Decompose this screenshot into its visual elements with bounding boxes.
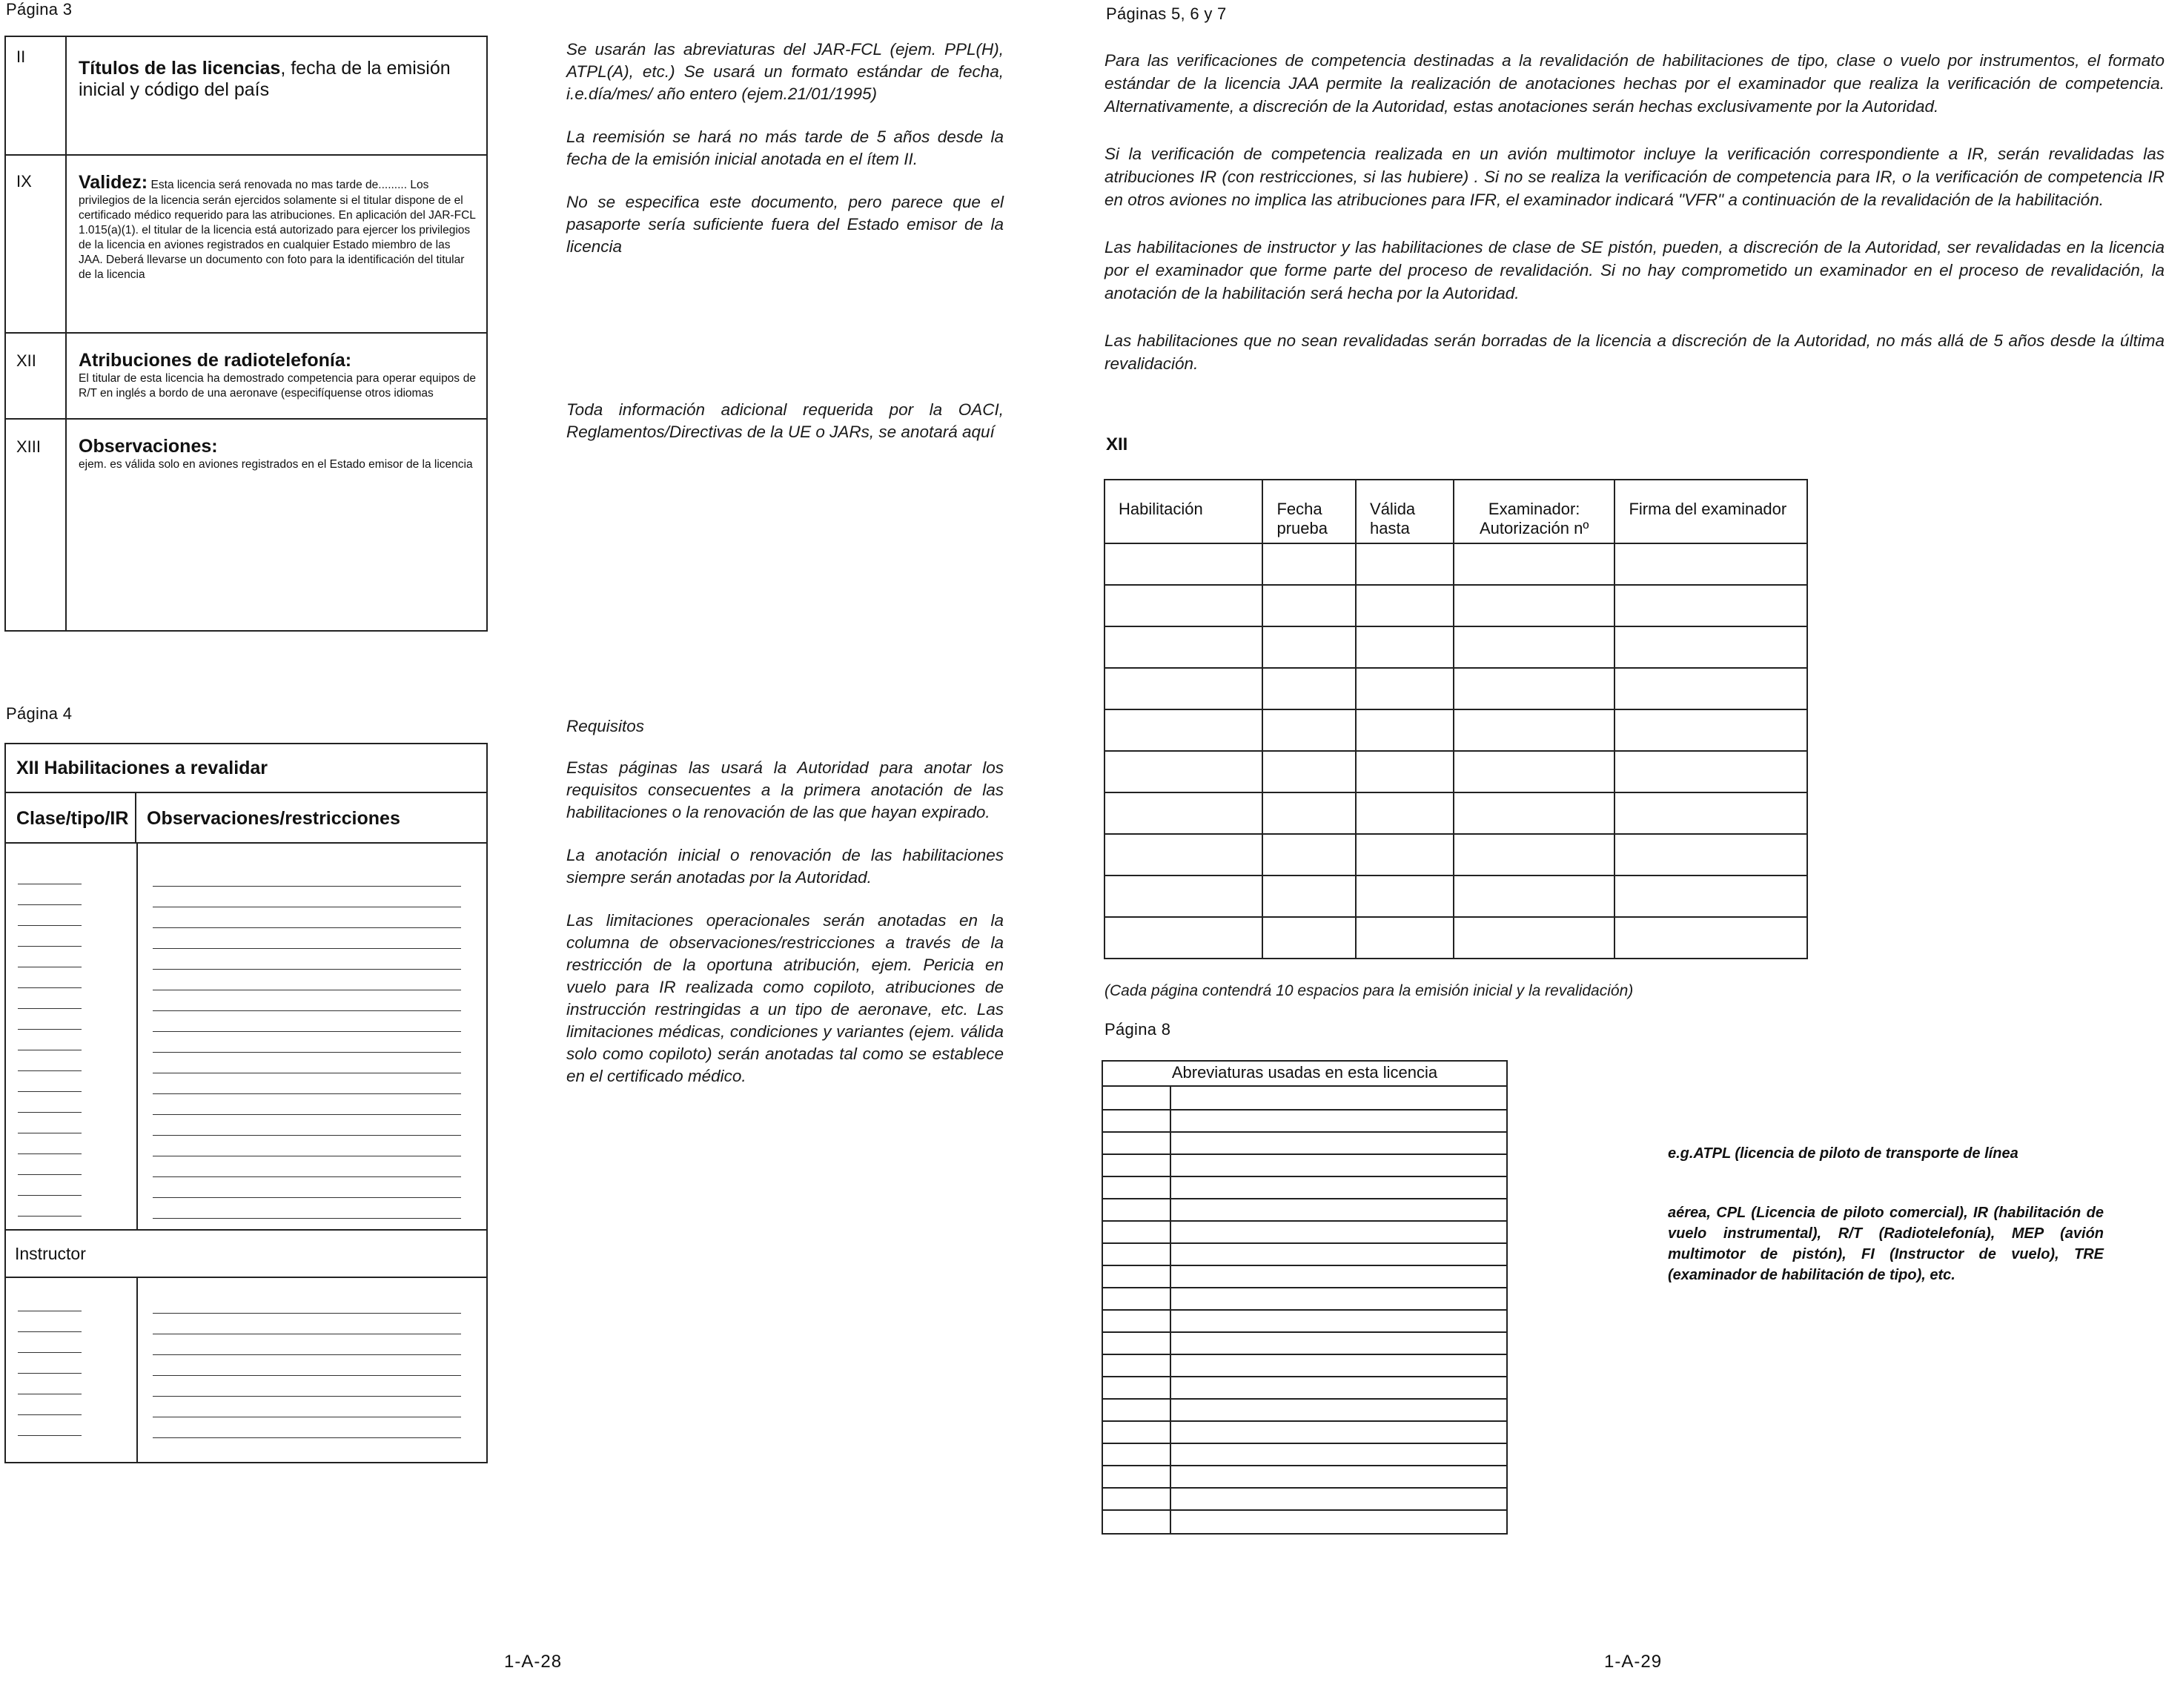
requisitos-section xyxy=(566,715,1004,1108)
table-caption: (Cada página contendrá 10 espacios para la emisión inicial y la revalidación) xyxy=(1104,982,1634,999)
abbreviation-row-line xyxy=(1103,1420,1506,1422)
table-row xyxy=(1104,585,1807,626)
th-test-date: Fecha prueba xyxy=(1262,480,1356,543)
note-icao: Toda información adicional requerida por la OACI, Reglamentos/Directivas de la UE o JARs, se anotará aquí xyxy=(566,400,1004,441)
table-cell[interactable] xyxy=(1104,668,1262,709)
page3-row-xii xyxy=(6,334,486,420)
blank-line xyxy=(153,1313,461,1314)
table-cell[interactable] xyxy=(1356,668,1454,709)
abbreviation-row-line xyxy=(1103,1287,1506,1288)
page8-label: Página 8 xyxy=(1104,1020,1171,1039)
abbreviation-row-line xyxy=(1103,1242,1506,1244)
table-cell[interactable] xyxy=(1356,543,1454,585)
abbreviation-row-line xyxy=(1103,1109,1506,1110)
table-cell[interactable] xyxy=(1356,834,1454,875)
table-cell[interactable] xyxy=(1454,668,1615,709)
table-row xyxy=(1104,709,1807,751)
row-heading: Observaciones: xyxy=(79,436,218,457)
eg-line1: e.g.ATPL (licencia de piloto de transporte de línea xyxy=(1668,1145,2018,1162)
validity-text: Esta licencia será renovada no mas tarde de......... Los privilegios de la licencia serán ejercidos solamente si el titular dispone de el certificado médico requerido para las atribuciones. En aplicación del JAR-FCL 1.015(a)(1). el titular de la licencia está autorizado para ejercer los privilegios de la licencia en aviones registrados en cualquier Estado miembro de las JAA. Deberá llevarse un documento con foto para la identificación del titular de la licencia xyxy=(79,179,476,281)
blank-line xyxy=(18,1091,82,1092)
blank-line xyxy=(153,948,461,949)
requisitos-1: Estas páginas las usará la Autoridad para anotar los requisitos consecuentes a la primera anotación de las habilitaciones o la renovación de las que hayan expirado. xyxy=(566,758,1004,821)
table-cell[interactable] xyxy=(1614,751,1807,792)
abbreviation-row-line xyxy=(1103,1509,1506,1511)
note-abbreviations: Se usarán las abreviaturas del JAR-FCL (ejem. PPL(H), ATPL(A), etc.) Se usará un formato estándar de fecha, i.e.día/mes/ año entero (ejem.21/01/1995) xyxy=(566,40,1004,103)
blank-line xyxy=(153,1093,461,1094)
table-row xyxy=(1104,875,1807,917)
blank-line xyxy=(153,1218,461,1219)
table-row xyxy=(1104,792,1807,834)
row-number: XIII xyxy=(6,420,67,630)
row-number: II xyxy=(6,37,67,154)
abbreviations-table xyxy=(1102,1060,1508,1535)
page3-label: Página 3 xyxy=(6,0,73,19)
table-cell[interactable] xyxy=(1104,792,1262,834)
para-instructor: Las habilitaciones de instructor y las habilitaciones de clase de SE pistón, pueden, a discreción de la Autoridad, ser revalidadas en la licencia por el examinador que forme parte del proceso de revalidación. Si no hay comprometido un examinador en el proceso de revalidación, la anotación de la habilitación será hecha por la Autoridad. xyxy=(1104,238,2165,302)
table-cell[interactable] xyxy=(1104,709,1262,751)
instructor-label: Instructor xyxy=(15,1244,86,1263)
abbreviation-row-line xyxy=(1103,1220,1506,1222)
requisitos-title: Requisitos xyxy=(566,717,645,735)
table-cell[interactable] xyxy=(1356,875,1454,917)
table-cell[interactable] xyxy=(1614,834,1807,875)
table-cell[interactable] xyxy=(1262,917,1356,959)
table-cell[interactable] xyxy=(1104,751,1262,792)
table-row xyxy=(1104,917,1807,959)
table-cell[interactable] xyxy=(1104,834,1262,875)
note-passport: No se especifica este documento, pero parece que el pasaporte sería suficiente fuera del Estado emisor de la licencia xyxy=(566,193,1004,256)
radio-text: El titular de esta licencia ha demostrado competencia para operar equipos de R/T en inglés a bordo de una aeronave (especifíquense otros idiomas xyxy=(79,372,476,400)
observations-text: ejem. es válida solo en aviones registrados en el Estado emisor de la licencia xyxy=(79,458,473,471)
col-class-type: Clase/tipo/IR xyxy=(6,793,136,842)
abbreviation-row-line xyxy=(1103,1309,1506,1311)
table-cell[interactable] xyxy=(1104,626,1262,668)
page5-label: Páginas 5, 6 y 7 xyxy=(1106,4,1227,23)
abbreviation-row-line xyxy=(1103,1265,1506,1266)
th-rating: Habilitación xyxy=(1104,480,1262,543)
abbreviations-rows xyxy=(1103,1087,1506,1533)
abbreviation-row-line xyxy=(1103,1153,1506,1155)
table-cell[interactable] xyxy=(1262,709,1356,751)
blank-line xyxy=(153,1031,461,1032)
page5-notes xyxy=(1104,49,2165,396)
table-cell[interactable] xyxy=(1262,543,1356,585)
blank-line xyxy=(18,1112,82,1113)
blank-line xyxy=(153,1052,461,1053)
blank-line xyxy=(18,1414,82,1415)
para-competence: Para las verificaciones de competencia destinadas a la revalidación de habilitaciones de tipo, clase o vuelo por instrumentos, el formato estándar de la licencia JAA permite la realización de anotaciones hechas por el examinador que realiza la verificación de competencia. Alternativamente, a discreción de la Autoridad, estas anotaciones serán hechas exclusivamente por la Autoridad. xyxy=(1104,51,2165,116)
blank-line xyxy=(153,1396,461,1397)
page3-row-ix xyxy=(6,156,486,334)
table-cell[interactable] xyxy=(1262,875,1356,917)
table-row xyxy=(1104,834,1807,875)
blank-line xyxy=(18,904,82,905)
table-cell[interactable] xyxy=(1614,585,1807,626)
blank-line xyxy=(18,1216,82,1217)
th-valid-until: Válida hasta xyxy=(1356,480,1454,543)
blank-line xyxy=(153,1354,461,1355)
page4-instructor-lines xyxy=(6,1278,486,1462)
row-heading: Títulos de las licencias xyxy=(79,58,281,79)
table-cell[interactable] xyxy=(1614,668,1807,709)
abbreviation-row-line xyxy=(1103,1331,1506,1333)
row-heading: Atribuciones de radiotelefonía: xyxy=(79,350,352,371)
blank-line xyxy=(18,1435,82,1436)
row-heading: Validez: xyxy=(79,172,148,193)
table-cell[interactable] xyxy=(1614,626,1807,668)
blank-line xyxy=(18,1008,82,1009)
table-row xyxy=(1104,543,1807,585)
table-cell[interactable] xyxy=(1356,751,1454,792)
page4-ratings-lines xyxy=(6,842,486,1229)
blank-line xyxy=(153,1197,461,1198)
blank-line xyxy=(18,1195,82,1196)
table-cell[interactable] xyxy=(1454,751,1615,792)
page3-row-ii xyxy=(6,37,486,156)
table-cell[interactable] xyxy=(1104,917,1262,959)
abbreviation-row-line xyxy=(1103,1131,1506,1133)
table-cell[interactable] xyxy=(1614,875,1807,917)
table-cell[interactable] xyxy=(1614,792,1807,834)
table-cell[interactable] xyxy=(1356,792,1454,834)
table-cell[interactable] xyxy=(1454,875,1615,917)
table-cell[interactable] xyxy=(1262,834,1356,875)
abbreviation-row-line xyxy=(1103,1198,1506,1199)
table-cell[interactable] xyxy=(1262,626,1356,668)
table-cell[interactable] xyxy=(1454,834,1615,875)
th-examiner: Examinador: Autorización nº xyxy=(1454,480,1615,543)
table-cell[interactable] xyxy=(1454,709,1615,751)
blank-line xyxy=(153,1010,461,1011)
abbreviation-row-line xyxy=(1103,1487,1506,1489)
table-cell[interactable] xyxy=(1262,751,1356,792)
blank-line xyxy=(153,927,461,928)
table-cell[interactable] xyxy=(1104,585,1262,626)
blank-line xyxy=(18,1352,82,1353)
blank-line xyxy=(18,1029,82,1030)
revalidation-table xyxy=(1104,479,1808,959)
table-cell[interactable] xyxy=(1356,585,1454,626)
page3-row-xiii xyxy=(6,420,486,630)
table-cell[interactable] xyxy=(1356,917,1454,959)
blank-line xyxy=(153,1176,461,1177)
blank-line xyxy=(153,969,461,970)
para-multiengine: Si la verificación de competencia realizada en un avión multimotor incluye la verificación correspondiente a IR, serán revalidadas las atribuciones IR (con restricciones, si las hubiere) . Si no se realiza la verificación de competencia para IR, o la verificación de competencia IR en otros aviones no implica las atribuciones para IFR, el examinador indicará "VFR" a continuación de la revalidación de la habilitación. xyxy=(1104,145,2165,209)
abbreviation-row-line xyxy=(1103,1354,1506,1355)
row-number: IX xyxy=(6,156,67,332)
table-cell[interactable] xyxy=(1614,543,1807,585)
table-row xyxy=(1104,751,1807,792)
page4-label: Página 4 xyxy=(6,704,73,723)
table-cell[interactable] xyxy=(1262,585,1356,626)
table-cell[interactable] xyxy=(1614,917,1807,959)
abbreviations-title: Abreviaturas usadas en esta licencia xyxy=(1103,1062,1506,1087)
table-cell[interactable] xyxy=(1104,543,1262,585)
abbreviation-row-line xyxy=(1103,1376,1506,1377)
abbreviation-row-line xyxy=(1103,1465,1506,1466)
row-number: XII xyxy=(6,334,67,418)
instructor-header xyxy=(6,1229,486,1278)
para-removal: Las habilitaciones que no sean revalidadas serán borradas de la licencia a discreción de la Autoridad, no más allá de 5 años desde la última revalidación. xyxy=(1104,331,2165,373)
table-cell[interactable] xyxy=(1454,543,1615,585)
note-reissue: La reemisión se hará no más tarde de 5 años desde la fecha de la emisión inicial anotada en el ítem II. xyxy=(566,128,1004,168)
blank-line xyxy=(18,1331,82,1332)
eg-rest: aérea, CPL (Licencia de piloto comercial), IR (habilitación de vuelo instrumental), R/T (Radiotelefonía), MEP (avión multimotor de pistón), FI (Instructor de vuelo), TRE (examinador de habilitación de tipo), etc. xyxy=(1668,1205,2104,1283)
table-row xyxy=(1104,626,1807,668)
page3-table xyxy=(4,36,488,632)
blank-line xyxy=(18,987,82,988)
xii-label: XII xyxy=(1106,434,1128,454)
blank-line xyxy=(153,1375,461,1376)
abbreviation-row-line xyxy=(1103,1398,1506,1400)
blank-line xyxy=(153,1437,461,1438)
table-cell[interactable] xyxy=(1104,875,1262,917)
table-cell[interactable] xyxy=(1454,917,1615,959)
footer-right: 1-A-29 xyxy=(1604,1652,1663,1672)
requisitos-2: La anotación inicial o renovación de las habilitaciones siempre serán anotadas por la Autoridad. xyxy=(566,846,1004,887)
table-cell[interactable] xyxy=(1454,626,1615,668)
blank-line xyxy=(18,925,82,926)
table-cell[interactable] xyxy=(1262,668,1356,709)
table-cell[interactable] xyxy=(1454,585,1615,626)
footer-left: 1-A-28 xyxy=(504,1652,563,1672)
row-heading-rest: , fecha de la emisión inicial y código del país xyxy=(79,58,451,100)
table-cell[interactable] xyxy=(1262,792,1356,834)
blank-line xyxy=(18,1174,82,1175)
table-cell[interactable] xyxy=(1454,792,1615,834)
blank-line xyxy=(18,1070,82,1071)
table-cell[interactable] xyxy=(1356,709,1454,751)
page4-form xyxy=(4,743,488,1463)
blank-line xyxy=(153,886,461,887)
abbreviation-row-line xyxy=(1103,1443,1506,1444)
blank-line xyxy=(153,1135,461,1136)
blank-line xyxy=(18,1153,82,1154)
table-row xyxy=(1104,668,1807,709)
col-observations: Observaciones/restricciones xyxy=(147,808,400,829)
th-signature: Firma del examinador xyxy=(1614,480,1807,543)
notes-top xyxy=(566,39,1004,279)
blank-line xyxy=(153,1114,461,1115)
blank-line xyxy=(18,946,82,947)
table-cell[interactable] xyxy=(1614,709,1807,751)
page4-title: XII Habilitaciones a revalidar xyxy=(6,744,486,793)
abbreviation-row-line xyxy=(1103,1176,1506,1177)
requisitos-3: Las limitaciones operacionales serán anotadas en la columna de observaciones/restricciones a través de la restricción de la oportuna atribución, ejem. Pericia en vuelo para IR realizada como copiloto, atribuciones de instrucción restringidas a un tipo de aeronave, etc. Las limitaciones médicas, condiciones y variantes (ejem. válida solo como copiloto) serán anotadas tal como se establece en el certificado médico. xyxy=(566,911,1004,1085)
blank-line xyxy=(18,1373,82,1374)
table-cell[interactable] xyxy=(1356,626,1454,668)
